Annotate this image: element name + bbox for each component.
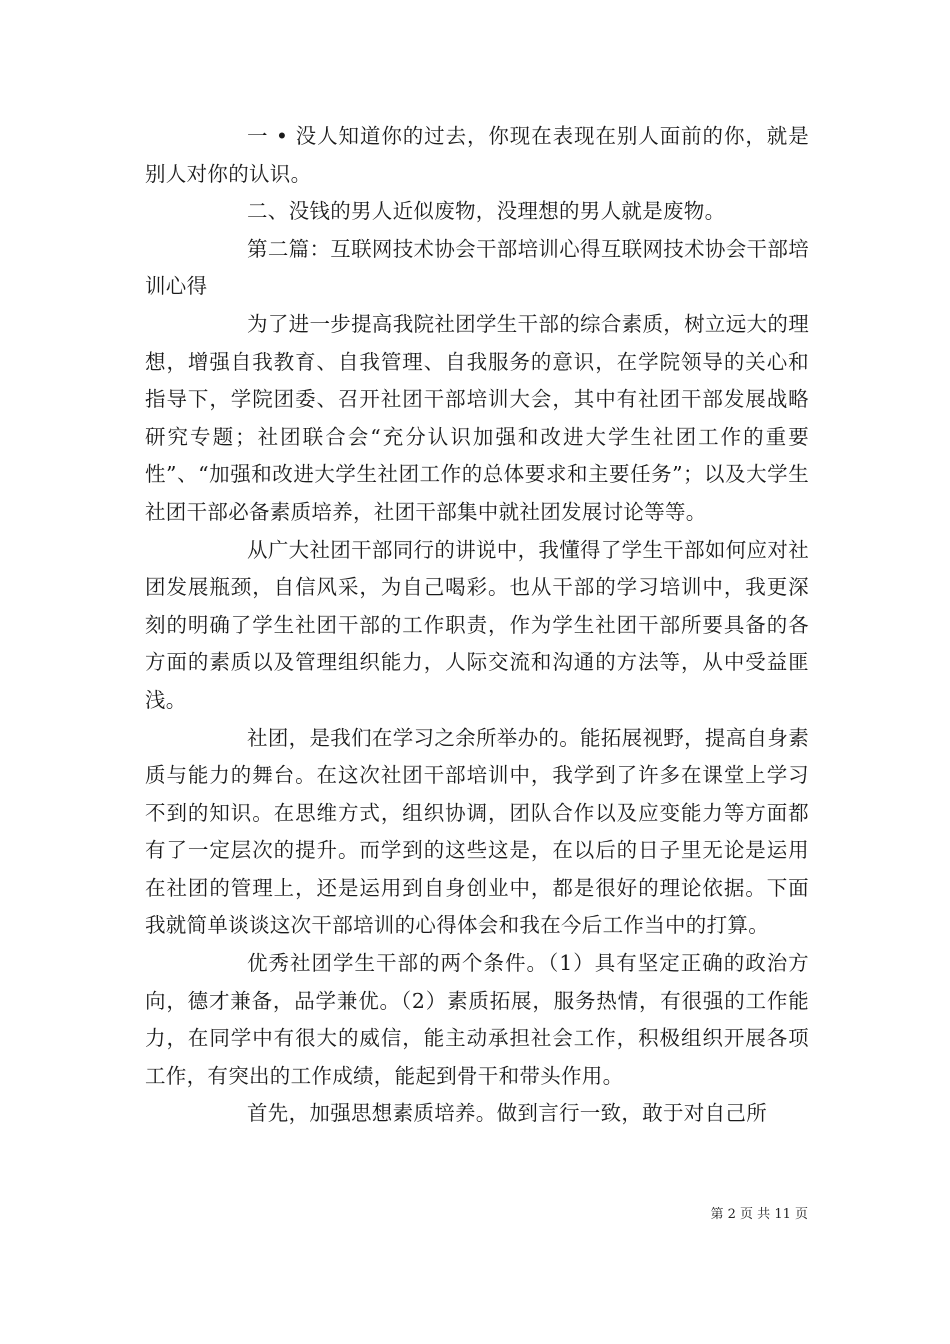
paragraph-2: 二、没钱的男人近似废物，没理想的男人就是废物。 — [247, 199, 726, 224]
paragraph-4: 为了进一步提高我院社团学生干部的综合素质，树立远大的理想，增强自我教育、自我管理、自我服务的意识，在学院领导的关心和指导下，学院团委、召开社团干部培训大会，其中有社团干部发展战略研究专题；社团联合会“充分认识加强和改进大学生社团工作的重要性”、“加强和改进大学生社团工作的总体要求和主要任务”；以及大学生社团干部必备素质培养，社团干部集中就社团发展讨论等等。 — [145, 311, 809, 524]
paragraph-5: 从广大社团干部同行的讲说中，我懂得了学生干部如何应对社团发展瓶颈，自信风采，为自己喝彩。也从干部的学习培训中，我更深刻的明确了学生社团干部的工作职责，作为学生社团干部所要具备的各方面的素质以及管理组织能力，人际交流和沟通的方法等，从中受益匪浅。 — [145, 537, 809, 712]
paragraph-8: 首先，加强思想素质培养。做到言行一致，敢于对自己所 — [247, 1101, 767, 1126]
paragraph-6: 社团，是我们在学习之余所举办的。能拓展视野，提高自身素质与能力的舞台。在这次社团干部培训中，我学到了许多在课堂上学习不到的知识。在思维方式，组织协调，团队合作以及应变能力等方面都有了一定层次的提升。而学到的这些这是，在以后的日子里无论是运用在社团的管理上，还是运用到自身创业中，都是很好的理论依据。下面我就简单谈谈这次干部培训的心得体会和我在今后工作当中的打算。 — [145, 725, 809, 938]
page-number-footer: 第 2 页 共 11 页 — [710, 1207, 808, 1222]
document-body — [145, 118, 809, 1133]
paragraph-7: 优秀社团学生干部的两个条件。（1）具有坚定正确的政治方向，德才兼备，品学兼优。（2）素质拓展，服务热情，有很强的工作能力，在同学中有很大的威信，能主动承担社会工作，积极组织开展各项工作，有突出的工作成绩，能起到骨干和带头作用。 — [145, 951, 809, 1088]
section-heading: 第二篇：互联网技术协会干部培训心得互联网技术协会干部培训心得 — [145, 236, 809, 299]
paragraph-1: 一 • 没人知道你的过去，你现在表现在别人面前的你，就是别人对你的认识。 — [145, 124, 809, 186]
